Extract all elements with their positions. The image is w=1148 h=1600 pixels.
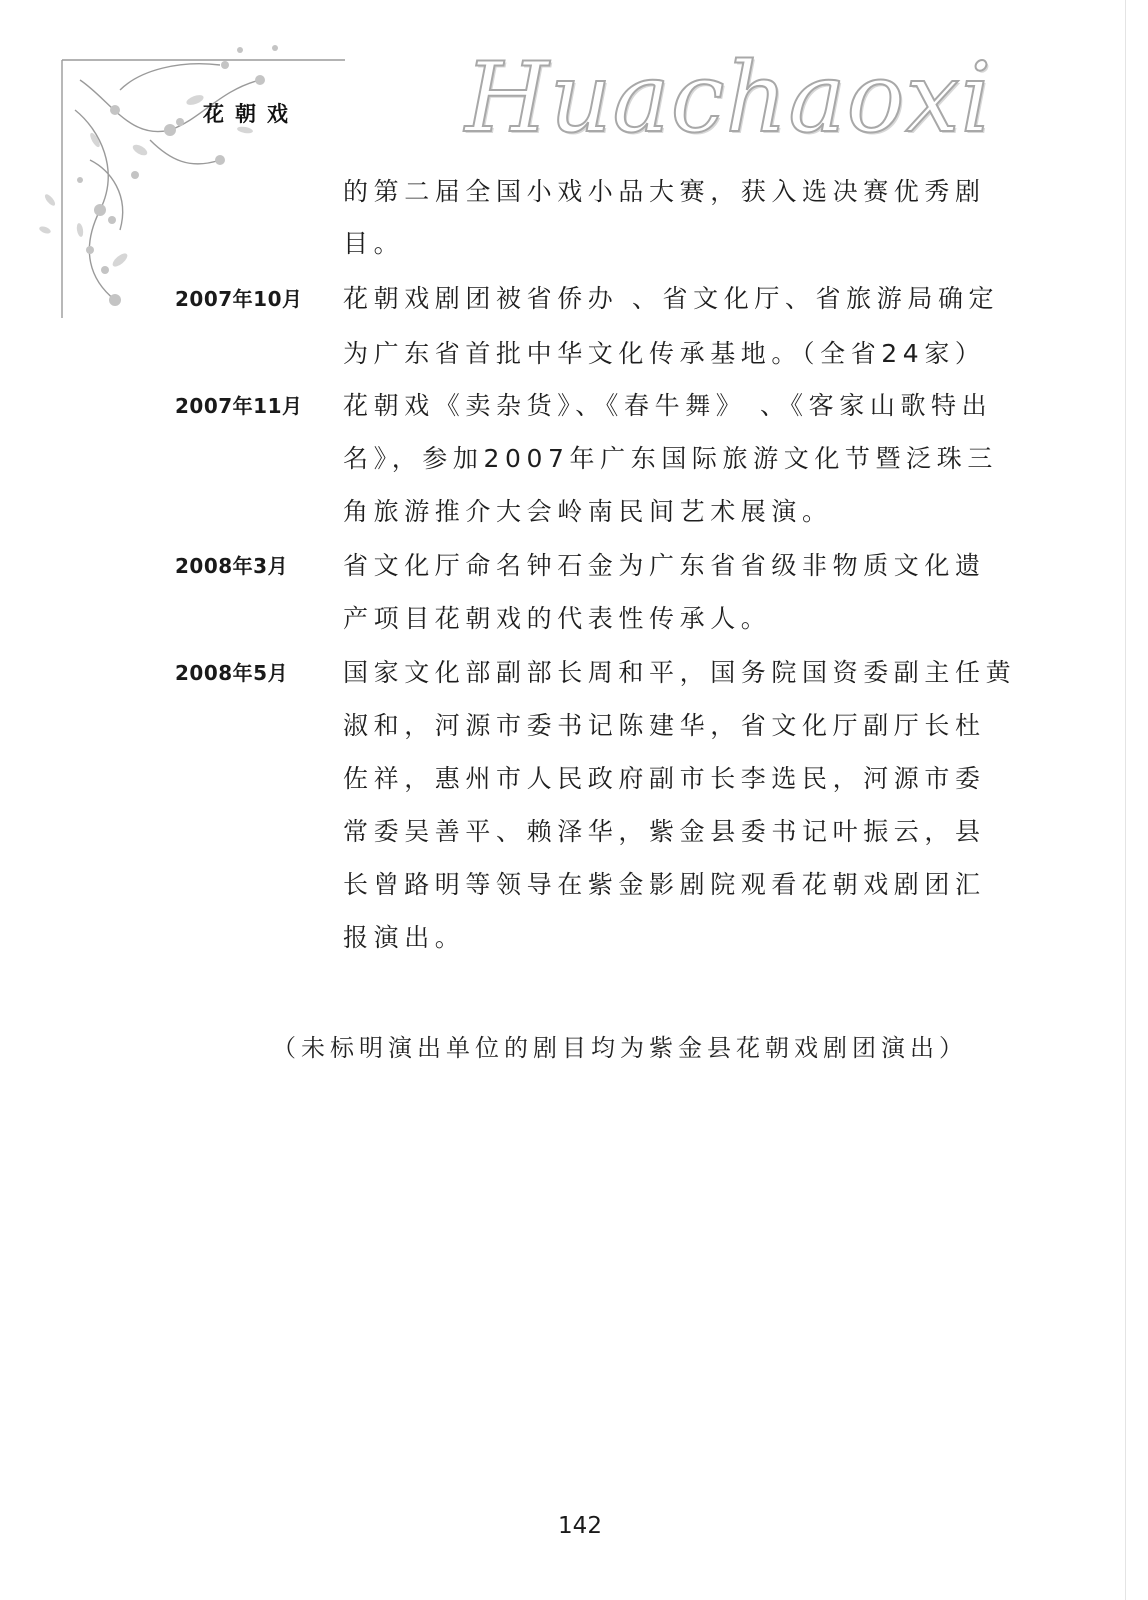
entry-line: 长曾路明等领导在紫金影剧院观看花朝戏剧团汇: [343, 870, 986, 899]
entry-date: 2008年5月: [175, 661, 289, 685]
page-number: 142: [558, 1513, 602, 1539]
entry-line: 花朝戏剧团被省侨办 、省文化厅、省旅游局确定: [343, 284, 1000, 313]
entry-line: 省文化厅命名钟石金为广东省省级非物质文化遗: [343, 551, 986, 580]
section-title: 花朝戏: [203, 102, 299, 126]
entry-line: 花朝戏《卖杂货》、《春牛舞》 、《客家山歌特出: [343, 391, 993, 420]
entry-line: 名》，参加2007年广东国际旅游文化节暨泛珠三: [343, 444, 998, 473]
page-edge-line: [1125, 0, 1126, 1600]
entry-line: 淑和，河源市委书记陈建华，省文化厅副厅长杜: [343, 711, 986, 740]
entry-line: 报演出。: [343, 923, 466, 952]
continuation-line: 的第二届全国小戏小品大赛，获入选决赛优秀剧: [343, 177, 986, 206]
entry-line: 常委吴善平、赖泽华，紫金县委书记叶振云，县: [343, 817, 986, 846]
entry-date: 2008年3月: [175, 554, 289, 578]
footnote: （未标明演出单位的剧目均为紫金县花朝戏剧团演出）: [272, 1034, 968, 1062]
entry-date: 2007年11月: [175, 394, 303, 418]
entry-line: 产项目花朝戏的代表性传承人。: [343, 604, 772, 633]
script-title-watermark: Huachaoxi: [465, 42, 993, 154]
entry-date: 2007年10月: [175, 287, 303, 311]
entry-line: 国家文化部副部长周和平，国务院国资委副主任黄: [343, 658, 1017, 687]
entry-line: 佐祥，惠州市人民政府副市长李选民，河源市委: [343, 764, 986, 793]
continuation-line: 目。: [343, 229, 405, 258]
entry-line: 为广东省首批中华文化传承基地。（全省24家）: [343, 339, 986, 368]
entry-line: 角旅游推介大会岭南民间艺术展演。: [343, 497, 833, 526]
